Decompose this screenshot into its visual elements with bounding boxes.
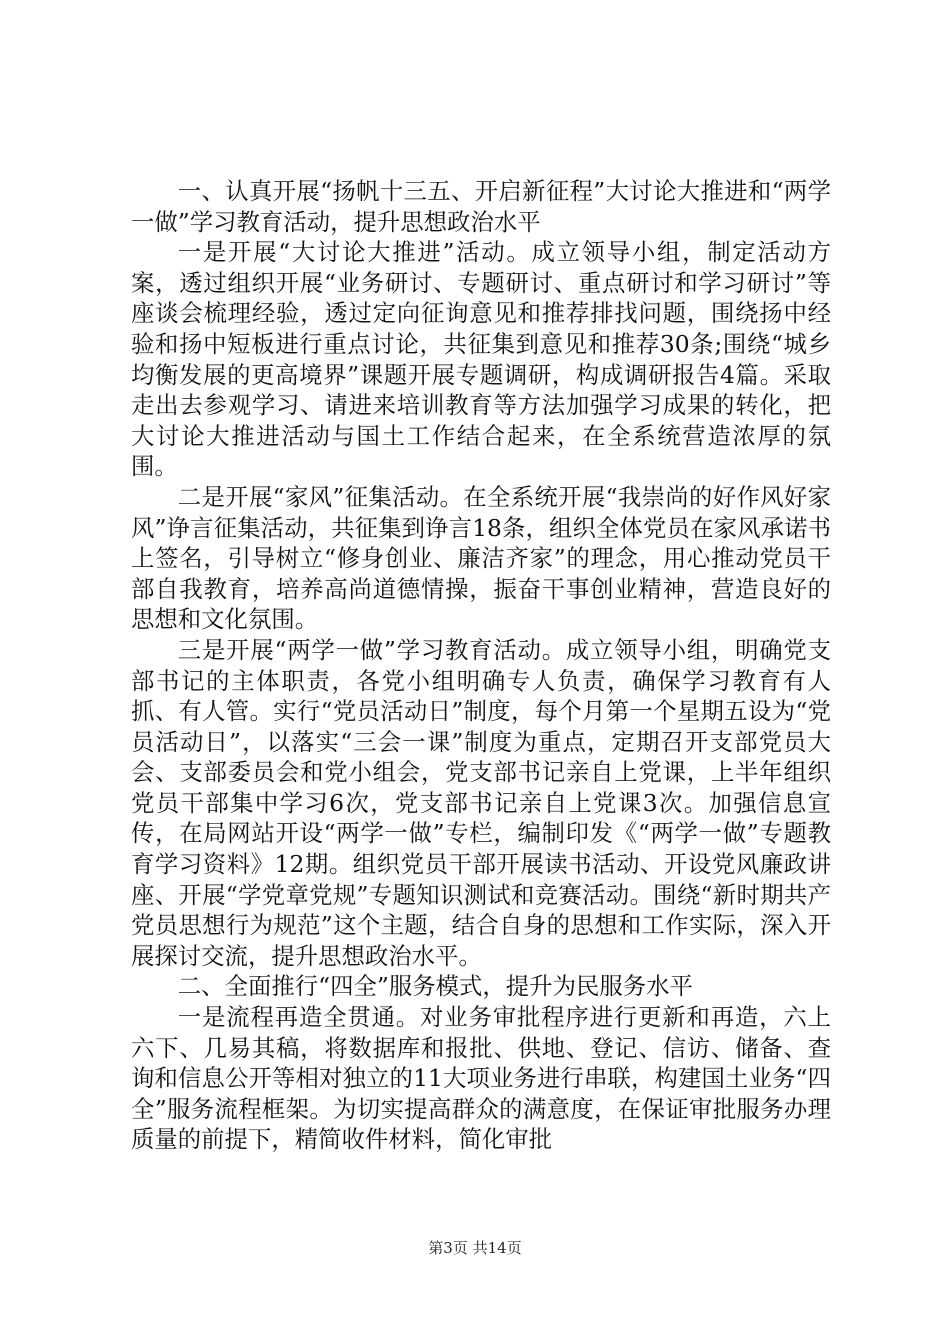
paragraph-family-style-activity: 二是开展“家风”征集活动。在全系统开展“我崇尚的好作风好家风”诤言征集活动，共征集到诤言18条，组织全体党员在家风承诺书上签名，引导树立“修身创业、廉洁齐家”的理念，用心推动党员干部自我教育，培养高尚道德情操，振奋干事创业精神，营造良好的思想和文化氛围。 [131, 482, 831, 634]
document-body [131, 176, 831, 1155]
section-heading-2: 二、全面推行“四全”服务模式，提升为民服务水平 [177, 972, 693, 1001]
paragraph-process-reengineering: 一是流程再造全贯通。对业务审批程序进行更新和再造，六上六下、几易其稿，将数据库和报批、供地、登记、信访、储备、查询和信息公开等相对独立的11大项业务进行串联，构建国土业务“四全”服务流程框架。为切实提高群众的满意度，在保证审批服务办理质量的前提下，精简收件材料，简化审批 [131, 1003, 831, 1154]
paragraph-two-studies-activity: 三是开展“两学一做”学习教育活动。成立领导小组，明确党支部书记的主体职责，各党小组明确专人负责，确保学习教育有人抓、有人管。实行“党员活动日”制度，每个月第一个星期五设为“党员活动日”，以落实“三会一课”制度为重点，定期召开支部党员大会、支部委员会和党小组会，党支部书记亲自上党课，上半年组织党员干部集中学习6次，党支部书记亲自上党课3次。加强信息宣传，在局网站开设“两学一做”专栏，编制印发《“两学一做”专题教育学习资料》12期。组织党员干部开展读书活动、开设党风廉政讲座、开展“学党章党规”专题知识测试和竞赛活动。围绕“新时期共产党员思想行为规范”这个主题，结合自身的思想和工作实际，深入开展探讨交流，提升思想政治水平。 [131, 635, 831, 970]
page-footer: 第3页 共14页 [428, 1239, 522, 1257]
paragraph-discussion-activity: 一是开展“大讨论大推进”活动。成立领导小组，制定活动方案，透过组织开展“业务研讨、专题研讨、重点研讨和学习研讨”等座谈会梳理经验，透过定向征询意见和推荐排找问题，围绕扬中经验和扬中短板进行重点讨论，共征集到意见和推荐30条;围绕“城乡均衡发展的更高境界”课题开展专题调研，构成调研报告4篇。采取走出去参观学习、请进来培训教育等方法加强学习成果的转化，把大讨论大推进活动与国土工作结合起来，在全系统营造浓厚的氛围。 [131, 238, 831, 481]
section-heading-1: 一、认真开展“扬帆十三五、开启新征程”大讨论大推进和“两学一做”学习教育活动，提升思想政治水平 [131, 177, 831, 236]
